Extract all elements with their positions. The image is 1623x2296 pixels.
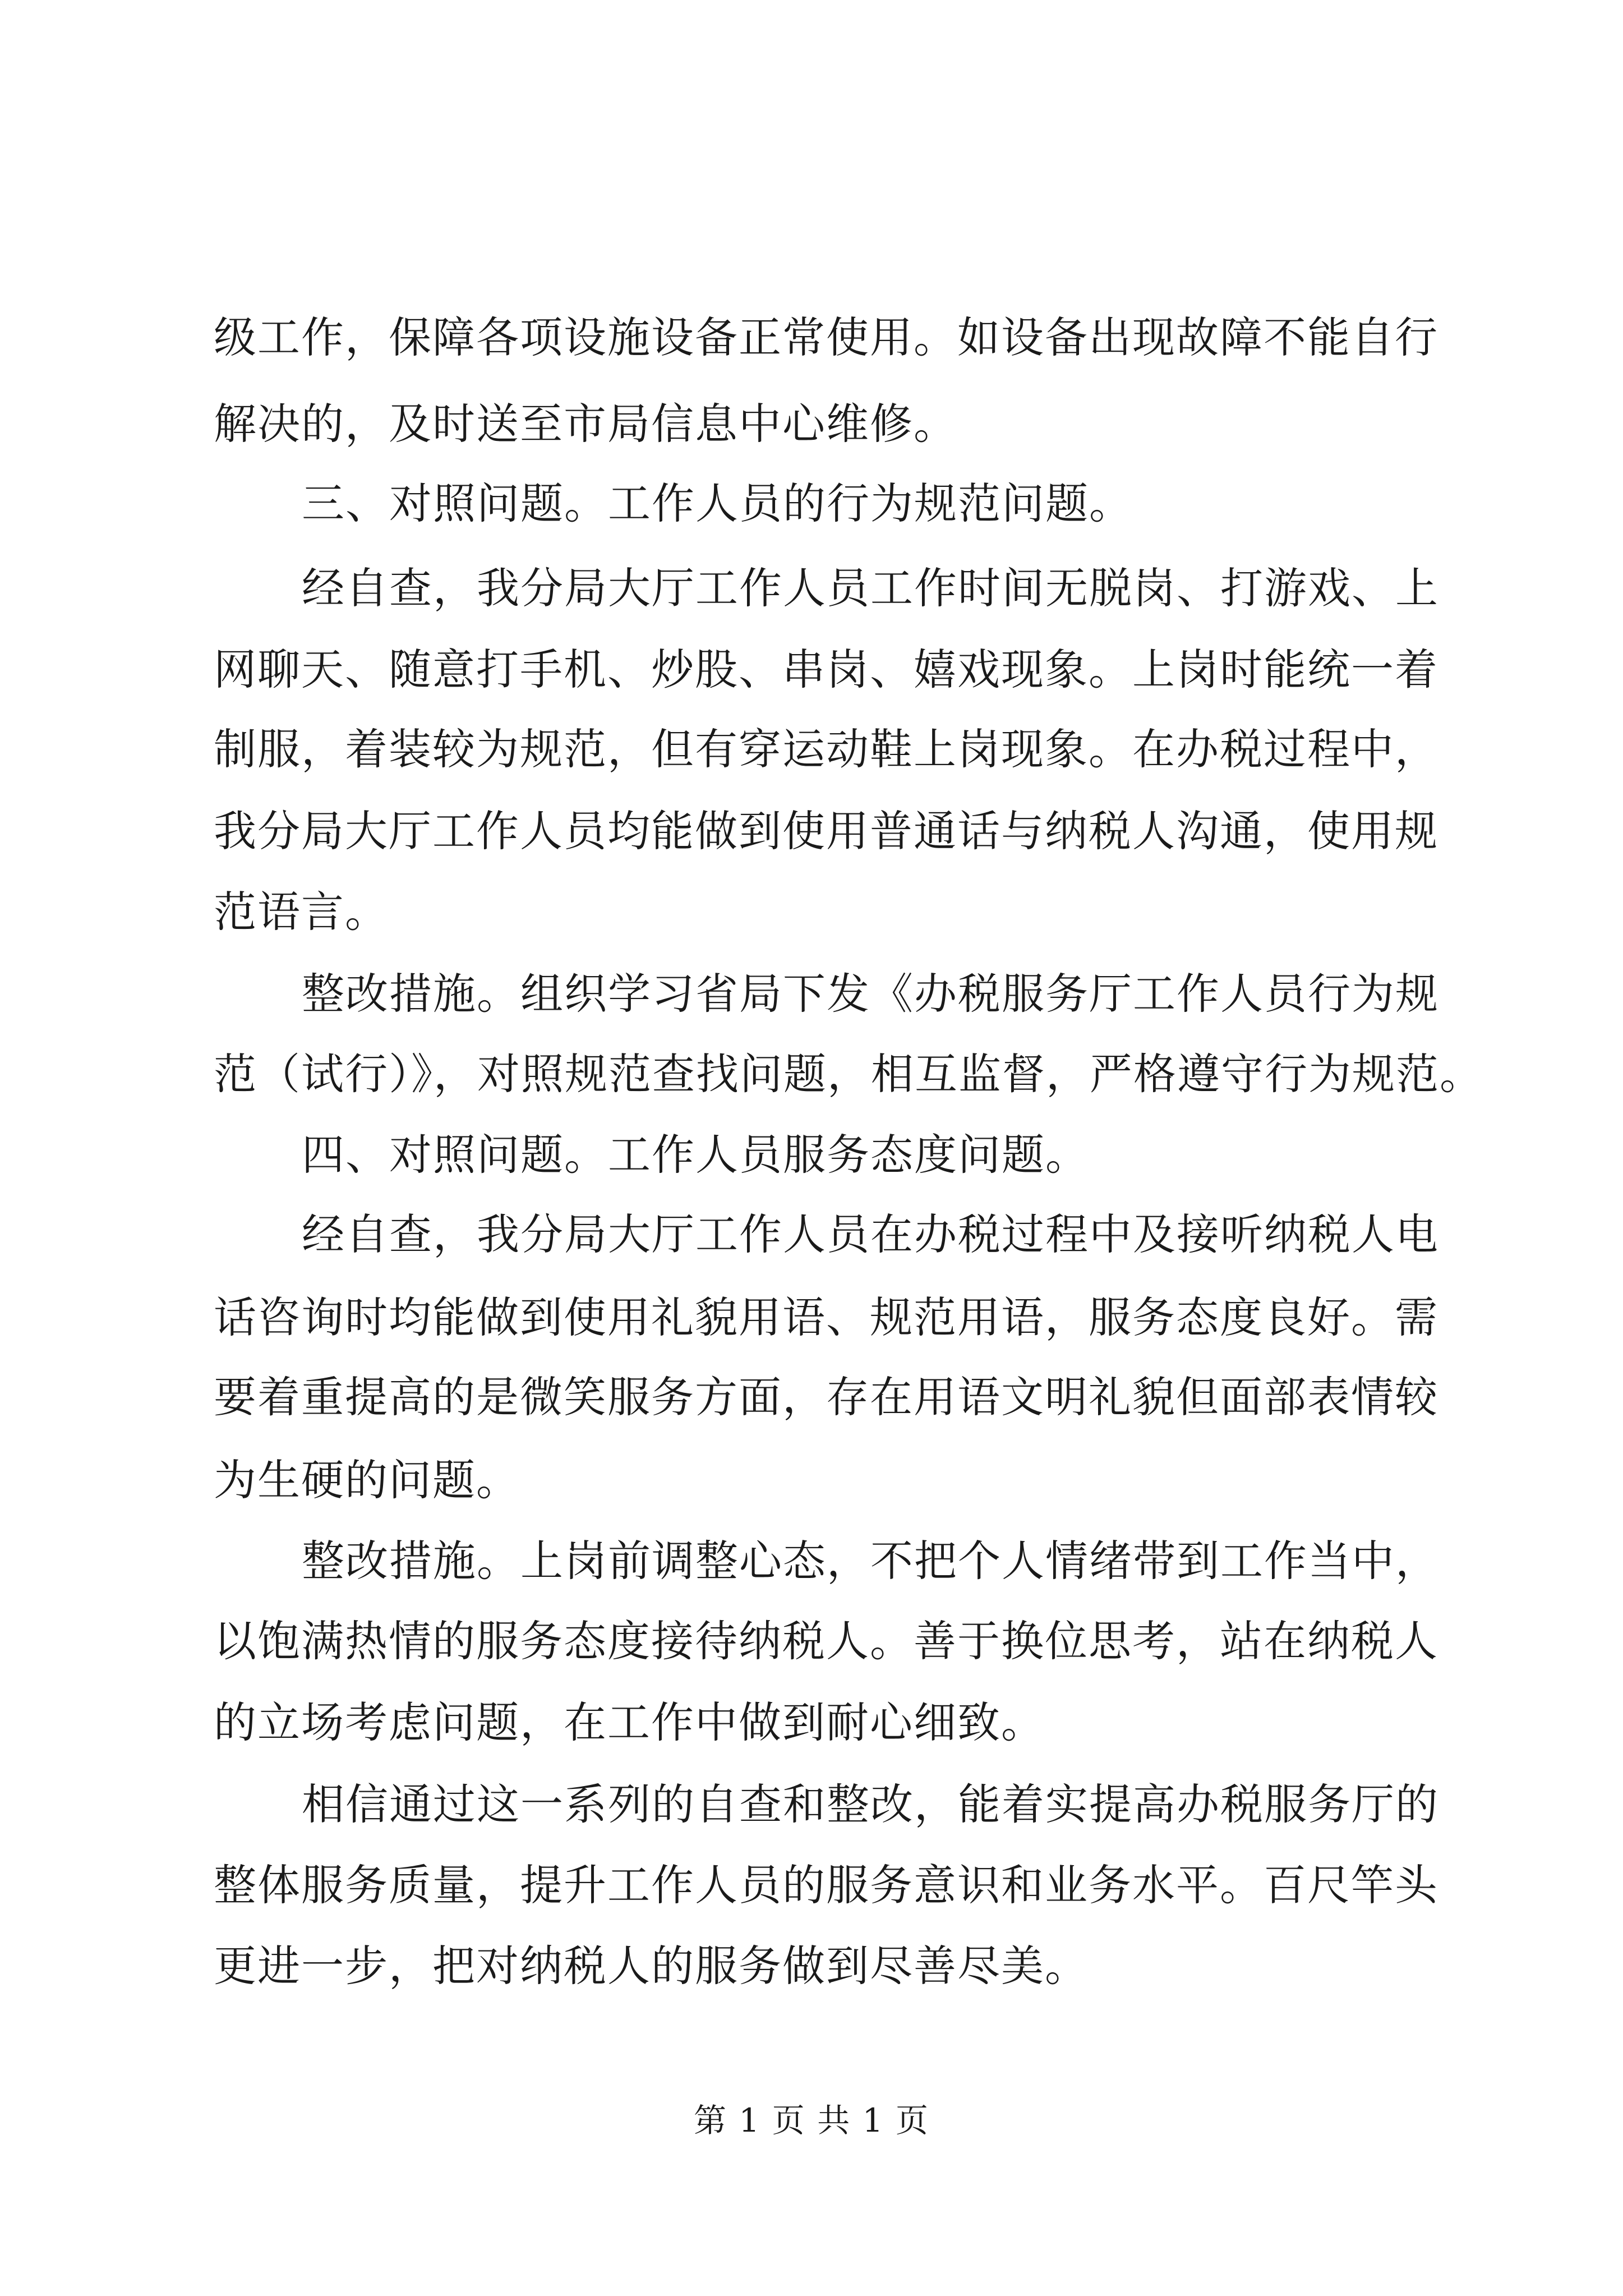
text-line: 更进一步，把对纳税人的服务做到尽善尽美。 [214, 1941, 1089, 1991]
text-line: 范语言。 [214, 887, 389, 937]
text-line: 制服，着装较为规范，但有穿运动鞋上岗现象。在办税过程中， [214, 724, 1438, 774]
text-line: 整体服务质量，提升工作人员的服务意识和业务水平。百尺竿头 [214, 1860, 1438, 1910]
text-line: 范（试行）》，对照规范查找问题，相互监督，严格遵守行为规范。 [214, 1049, 1483, 1099]
text-line: 经自查，我分局大厅工作人员在办税过程中及接听纳税人电 [302, 1209, 1439, 1259]
text-line: 我分局大厅工作人员均能做到使用普通话与纳税人沟通，使用规 [214, 806, 1438, 856]
text-line: 整改措施。上岗前调整心态，不把个人情绪带到工作当中， [302, 1536, 1439, 1586]
text-line: 解决的，及时送至市局信息中心维修。 [214, 399, 957, 449]
text-line: 话咨询时均能做到使用礼貌用语、规范用语，服务态度良好。需 [214, 1292, 1438, 1342]
section-heading: 四、对照问题。工作人员服务态度问题。 [302, 1130, 1089, 1180]
section-heading: 三、对照问题。工作人员的行为规范问题。 [302, 478, 1133, 528]
page-number-footer: 第 1 页 共 1 页 [694, 2101, 929, 2139]
text-line: 整改措施。组织学习省局下发《办税服务厅工作人员行为规 [302, 969, 1439, 1019]
text-line: 级工作，保障各项设施设备正常使用。如设备出现故障不能自行 [214, 312, 1438, 362]
text-line: 相信通过这一系列的自查和整改，能着实提高办税服务厅的 [302, 1779, 1439, 1829]
text-line: 以饱满热情的服务态度接待纳税人。善于换位思考，站在纳税人 [214, 1616, 1438, 1666]
text-line: 网聊天、随意打手机、炒股、串岗、嬉戏现象。上岗时能统一着 [214, 645, 1438, 694]
text-line: 为生硬的问题。 [214, 1455, 520, 1505]
text-line: 要着重提高的是微笑服务方面，存在用语文明礼貌但面部表情较 [214, 1372, 1438, 1422]
text-line: 经自查，我分局大厅工作人员工作时间无脱岗、打游戏、上 [302, 563, 1439, 613]
text-line: 的立场考虑问题，在工作中做到耐心细致。 [214, 1697, 1045, 1747]
